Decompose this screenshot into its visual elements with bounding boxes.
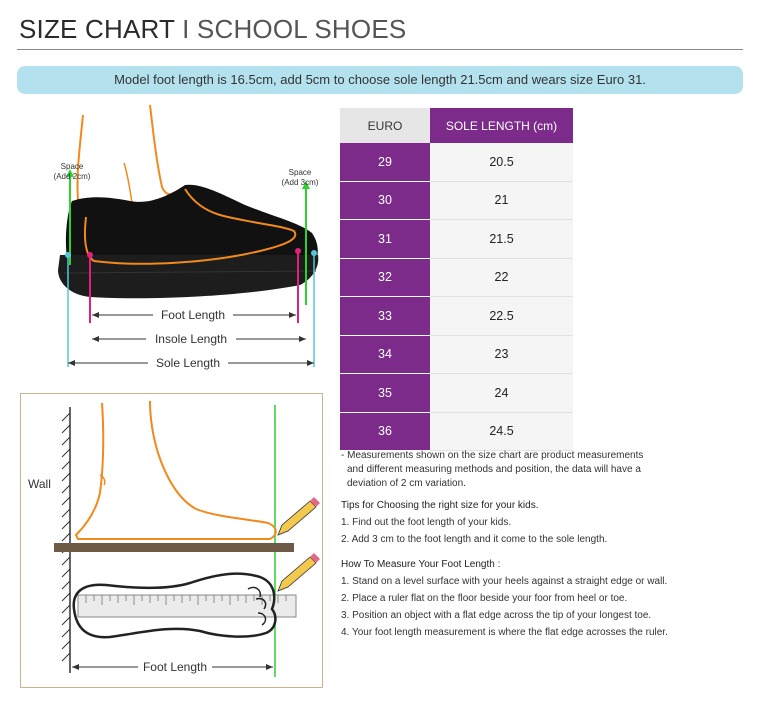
measure-step: 2. Place a ruler flat on the floor beside your foor from heel or toe. — [341, 593, 628, 604]
shin-line — [124, 163, 132, 203]
foot-measuring-diagram — [20, 393, 324, 689]
table-row — [340, 297, 573, 336]
sole-length: 22 — [430, 258, 573, 297]
title-sub: I SCHOOL SHOES — [182, 14, 407, 44]
floor — [54, 543, 294, 552]
space-left-label-1: Space — [60, 162, 84, 171]
tip-item: 2. Add 3 cm to the foot length and it come to the sole length. — [341, 534, 608, 545]
disclaimer-line: - Measurements shown on the size chart are product measurements — [341, 450, 644, 461]
sole-length: 24 — [430, 374, 573, 413]
tip-item: 1. Find out the foot length of your kids. — [341, 517, 512, 528]
euro-size: 29 — [340, 143, 430, 181]
foot-length-label: Foot Length — [160, 308, 226, 322]
size-table — [340, 108, 573, 451]
sole-length: 22.5 — [430, 297, 573, 336]
model-info-banner: Model foot length is 16.5cm, add 5cm to choose sole length 21.5cm and wears size Euro 31. — [17, 66, 743, 94]
wall-label: Wall — [28, 477, 51, 491]
sole-length-label: Sole Length — [155, 356, 221, 370]
measure-heading: How To Measure Your Foot Length : — [341, 559, 501, 570]
table-row — [340, 374, 573, 413]
euro-size: 32 — [340, 258, 430, 297]
shoe-measurement-diagram — [50, 105, 330, 385]
sole-length: 21 — [430, 181, 573, 220]
sole-length: 24.5 — [430, 412, 573, 451]
sole-length: 20.5 — [430, 143, 573, 181]
table-row — [340, 143, 573, 181]
space-right-label-2: (Add 3cm) — [281, 178, 319, 187]
space-left-label-2: (Add 2cm) — [53, 172, 91, 181]
table-row — [340, 412, 573, 451]
measure-step: 1. Stand on a level surface with your heels against a straight edge or wall. — [341, 576, 668, 587]
table-row — [340, 181, 573, 220]
disclaimer-line: and different measuring methods and position, the data will have a — [347, 464, 641, 475]
header-sole-length: SOLE LENGTH (cm) — [430, 108, 573, 143]
title-main: SIZE CHART — [19, 14, 175, 44]
euro-size: 33 — [340, 297, 430, 336]
sole-length: 21.5 — [430, 220, 573, 259]
insole-length-label: Insole Length — [154, 332, 228, 346]
table-row — [340, 335, 573, 374]
measure-step: 4. Your foot length measurement is where the flat edge acrosses the ruler. — [341, 627, 668, 638]
leg-outline-front — [150, 105, 185, 195]
size-notes — [341, 449, 741, 643]
euro-size: 35 — [340, 374, 430, 413]
size-table-header — [340, 108, 573, 143]
euro-size: 30 — [340, 181, 430, 220]
sole-length: 23 — [430, 335, 573, 374]
foot-length-label-bottom: Foot Length — [142, 660, 208, 674]
euro-size: 31 — [340, 220, 430, 259]
header-euro: EURO — [340, 108, 430, 143]
table-row — [340, 258, 573, 297]
page-title — [19, 14, 406, 45]
disclaimer-line: deviation of 2 cm variation. — [347, 478, 466, 489]
title-divider — [17, 49, 743, 50]
euro-size: 36 — [340, 412, 430, 451]
euro-size: 34 — [340, 335, 430, 374]
measure-step: 3. Position an object with a flat edge across the tip of your longest toe. — [341, 610, 652, 621]
space-right-label-1: Space — [288, 168, 312, 177]
table-row — [340, 220, 573, 259]
tips-heading: Tips for Choosing the right size for your kids. — [341, 500, 539, 511]
